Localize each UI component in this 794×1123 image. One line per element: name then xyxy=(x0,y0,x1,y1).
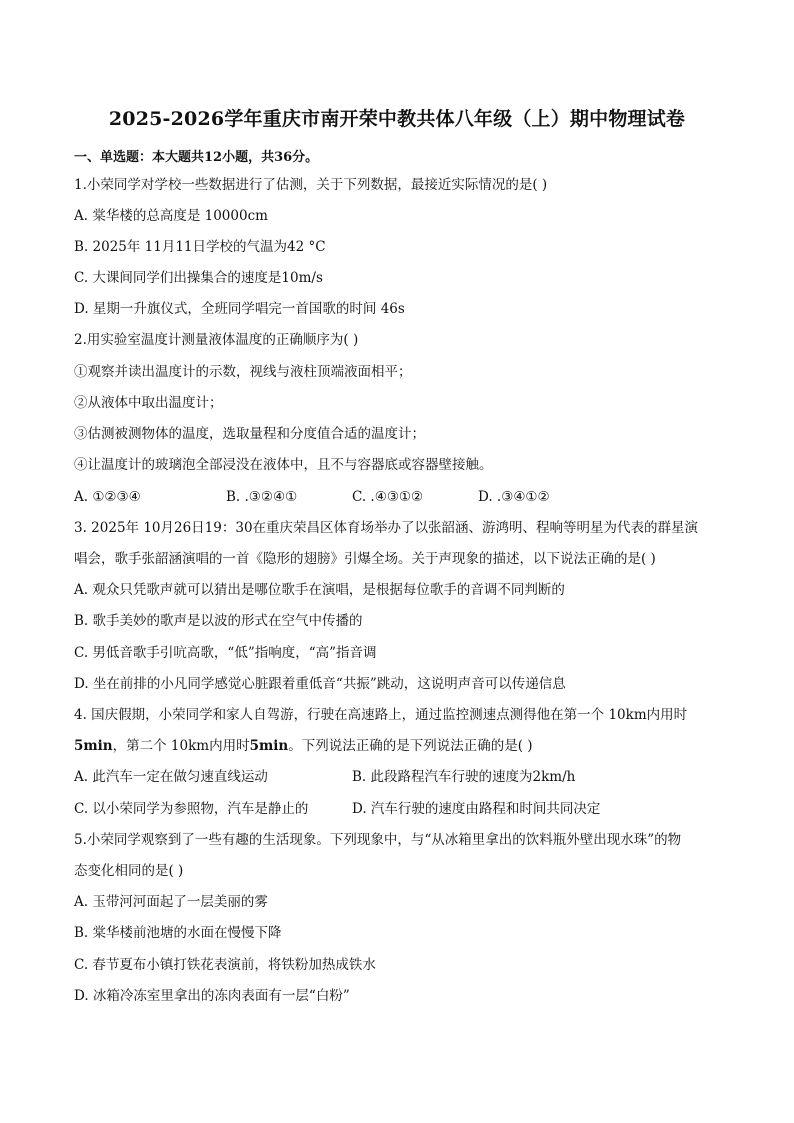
q2-step-3: ③估测被测物体的温度，选取量程和分度值合适的温度计； xyxy=(74,426,425,442)
q2-option-a: A. ①②③④ xyxy=(74,489,141,505)
q5-option-a: A. 玉带河河面起了一层美丽的雾 xyxy=(74,894,268,910)
q2-option-d: D. .③④①② xyxy=(478,489,550,505)
q4-option-d: D. 汽车行驶的速度由路程和时间共同决定 xyxy=(352,801,601,817)
q2-step-2: ②从液体中取出温度计； xyxy=(74,395,223,411)
q1-stem: 1.小荣同学对学校一些数据进行了估测，关于下列数据，最接近实际情况的是( ) xyxy=(74,177,548,193)
q3-option-b: B. 歌手美妙的歌声是以波的形式在空气中传播的 xyxy=(74,613,363,629)
q5-stem-line2: 态变化相同的是( ) xyxy=(74,863,184,879)
q1-option-c: C. 大课间同学们出操集合的速度是10m/s xyxy=(74,270,323,286)
exam-title: 2025-2026学年重庆市南开荣中教共体八年级（上）期中物理试卷 xyxy=(108,108,686,130)
section-heading: 一、单选题：本大题共12小题，共36分。 xyxy=(74,150,319,165)
q3-option-a: A. 观众只凭歌声就可以猜出是哪位歌手在演唱，是根据每位歌手的音调不同判断的 xyxy=(74,582,565,598)
q1-option-b: B. 2025年 11月11日学校的气温为42 °C xyxy=(74,239,326,255)
q1-option-d: D. 星期一升旗仪式，全班同学唱完一首国歌的时间 46s xyxy=(74,301,405,317)
q5-option-c: C. 春节夏布小镇打铁花表演前，将铁粉加热成铁水 xyxy=(74,957,376,973)
q4-stem-mid: ，第二个 10km内用时 xyxy=(112,738,250,754)
q5-option-d: D. 冰箱冷冻室里拿出的冻肉表面有一层“白粉” xyxy=(74,988,350,1004)
q4-options-row2 xyxy=(74,799,734,819)
q2-step-1: ①观察并读出温度计的示数，视线与液柱顶端液面相平； xyxy=(74,364,412,380)
q5-option-b: B. 棠华楼前池塘的水面在慢慢下降 xyxy=(74,925,282,941)
q4-stem-line1: 4. 国庆假期，小荣同学和家人自驾游，行驶在高速路上，通过监控测速点测得他在第一个 10km内用时 xyxy=(74,707,688,723)
q4-time-2: 5min xyxy=(249,738,289,754)
q4-options-row1 xyxy=(74,767,734,787)
q2-option-b: B. .③②④① xyxy=(226,489,298,505)
q3-stem-line1: 3. 2025年 10月26日19：30在重庆荣昌区体育场举办了以张韶涵、游鸿明、程响等明星为代表的群星演 xyxy=(74,520,699,536)
q3-stem-line2: 唱会，歌手张韶涵演唱的一首《隐形的翅膀》引爆全场。关于声现象的描述，以下说法正确的是( ) xyxy=(74,551,656,567)
q1-option-a: A. 棠华楼的总高度是 10000cm xyxy=(74,208,268,224)
q2-stem: 2.用实验室温度计测量液体温度的正确顺序为( ) xyxy=(74,332,359,348)
q2-step-4: ④让温度计的玻璃泡全部浸没在液体中，且不与容器底或容器壁接触。 xyxy=(74,457,493,473)
q4-option-a: A. 此汽车一定在做匀速直线运动 xyxy=(74,769,268,785)
q2-options xyxy=(74,487,734,507)
q3-option-d: D. 坐在前排的小凡同学感觉心脏跟着重低音“共振”跳动，这说明声音可以传递信息 xyxy=(74,676,566,692)
q3-option-c: C. 男低音歌手引吭高歌，“低”指响度，“高”指音调 xyxy=(74,645,377,661)
q4-option-b: B. 此段路程汽车行驶的速度为2km/h xyxy=(352,769,576,785)
q4-option-c: C. 以小荣同学为参照物，汽车是静止的 xyxy=(74,801,309,817)
q4-stem-line2 xyxy=(74,736,533,756)
q4-time-1: 5min xyxy=(74,738,113,754)
q2-option-c: C. .④③①② xyxy=(352,489,424,505)
q5-stem-line1: 5.小荣同学观察到了一些有趣的生活现象。下列现象中，与“从冰箱里拿出的饮料瓶外壁出现水珠”的物 xyxy=(74,832,682,848)
q4-stem-end: 。下列说法正确的是下列说法正确的是( ) xyxy=(288,738,533,754)
